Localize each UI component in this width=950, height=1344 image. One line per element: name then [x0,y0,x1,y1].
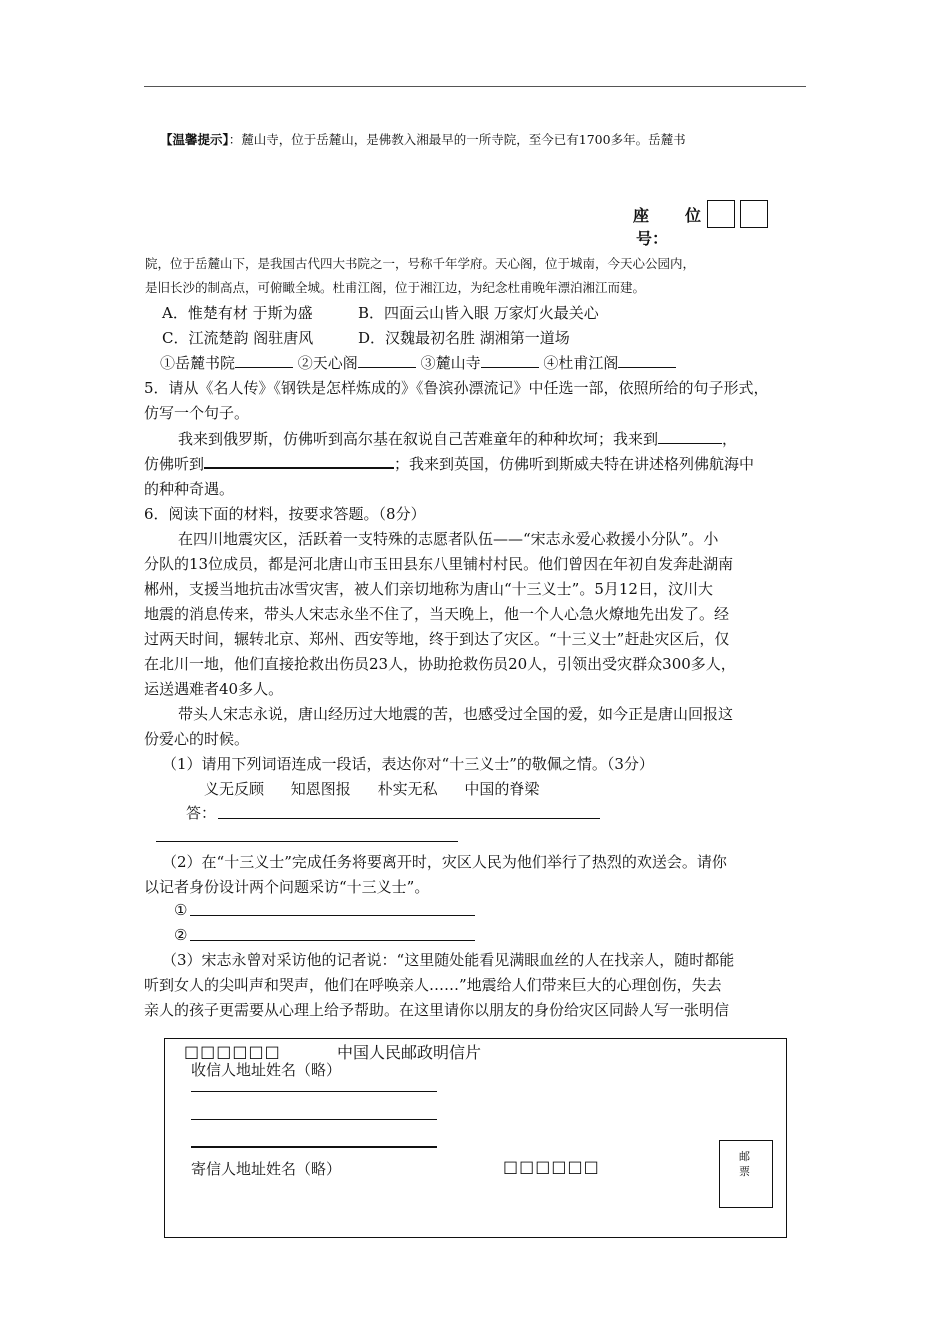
q6-sub-1: （1）请用下列词语连成一段话，表达你对“十三义士”的敬佩之情。（3分） [162,755,654,773]
stamp-box [719,1140,773,1208]
q5-line-4: 仿佛听到 ；我来到英国，仿佛听到斯威夫特在讲述格列佛航海中 [144,455,755,473]
postcard [164,1038,787,1238]
q5-line-2: 仿写一个句子。 [144,404,250,422]
recipient-line-1[interactable] [191,1091,437,1092]
place-4-blank[interactable] [618,366,676,368]
seat-label-wei: 位 [685,206,702,225]
word-3: 朴实无私 [377,780,438,798]
q5-line-3: 我来到俄罗斯，仿佛听到高尔基在叙说自己苦难童年的种种坎坷；我来到 ， [178,430,738,448]
tip-label: 【温馨提示】 [160,132,229,147]
tip-line-2: 院，位于岳麓山下，是我国古代四大书院之一，号称千年学府。天心阁，位于城南，今天心公园内， [145,256,696,271]
q6-sub-2-line-2: 以记者身份设计两个问题采访“十三义士”。 [144,878,430,896]
q6-p1-line-5: 过两天时间，辗转北京、郑州、西安等地，终于到达了灾区。“十三义士”赶赴灾区后，仅 [144,630,730,648]
place-3-blank[interactable] [481,366,539,368]
sender-label: 寄信人地址姓名（略） [191,1160,342,1178]
seat-box-1[interactable] [707,200,735,228]
option-c: C．江流楚韵 阁驻唐风 [162,329,314,347]
word-4: 中国的脊梁 [464,780,540,798]
q6-p1-line-1: 在四川地震灾区，活跃着一支特殊的志愿者队伍——“宋志永爱心救援小分队”。小 [178,530,719,548]
tip-line-1: 【温馨提示】：麓山寺，位于岳麓山，是佛教入湘最早的一所寺院，至今已有1700多年。岳麓书 [160,132,686,147]
place-2-blank[interactable] [358,366,416,368]
postcard-title: 中国人民邮政明信片 [337,1043,482,1062]
question-mark-1: ① [174,901,188,919]
q6-title: 6．阅读下面的材料，按要求答题。（8分） [144,505,426,523]
stamp-label: 邮票 [739,1150,750,1178]
q5-line-5: 的种种奇遇。 [144,480,235,498]
question-line-1[interactable] [190,915,475,916]
q6-p2-line-2: 份爱心的时候。 [144,730,250,748]
recipient-label: 收信人地址姓名（略） [191,1061,342,1079]
q6-words [204,778,539,799]
answer-line-2[interactable] [156,841,458,842]
seat-label-zuo: 座 [633,206,650,225]
q6-sub-2-line-1: （2）在“十三义士”完成任务将要离开时，灾区人民为他们举行了热烈的欢送会。请你 [162,853,727,871]
place-4: ④杜甫江阁 [543,354,619,372]
option-b: B．四面云山皆入眼 万家灯火最关心 [358,304,599,322]
q6-sub-3-line-1: （3）宋志永曾对采访他的记者说：“这里随处能看见满眼血丝的人在找亲人，随时都能 [162,951,735,969]
q6-p1-line-2: 分队的13位成员，都是河北唐山市玉田县东八里铺村村民。他们曾因在年初自发奔赴湖南 [144,555,734,573]
answer-label: 答： [186,804,217,822]
tip-line-3: 是旧长沙的制高点，可俯瞰全城。杜甫江阁，位于湘江边，为纪念杜甫晚年漂泊湘江而建。 [145,280,646,295]
question-mark-2: ② [174,926,188,944]
top-rule [144,86,806,87]
q6-p1-line-7: 运送遇难者40多人。 [144,680,284,698]
seat-box-2[interactable] [740,200,768,228]
q6-p2-line-1: 带头人宋志永说，唐山经历过大地震的苦，也感受过全国的爱，如今正是唐山回报这 [178,705,734,723]
answer-line-1[interactable] [218,818,600,819]
word-2: 知恩图报 [290,780,351,798]
place-2: ②天心阁 [297,354,358,372]
word-1: 义无反顾 [204,780,265,798]
seat-label-hao: 号： [636,229,669,248]
q6-p1-line-4: 地震的消息传来，带头人宋志永坐不住了，当天晚上，他一个人心急火燎地先出发了。经 [144,605,730,623]
place-1-blank[interactable] [235,366,293,368]
question-line-2[interactable] [190,940,475,941]
option-a: A．惟楚有材 于斯为盛 [162,304,313,322]
places-row [160,352,676,373]
q5-blank-1[interactable] [658,442,722,444]
sender-postcode-boxes: □□□□□□ [503,1157,600,1176]
q6-p1-line-3: 郴州，支援当地抗击冰雪灾害，被人们亲切地称为唐山“十三义士”。5月12日，汶川大 [144,580,713,598]
q6-sub-3-line-3: 亲人的孩子更需要从心理上给予帮助。在这里请你以朋友的身份给灾区同龄人写一张明信 [144,1001,730,1019]
postcode-boxes: □□□□□□ [184,1042,281,1061]
recipient-line-2[interactable] [191,1119,437,1120]
place-1: ①岳麓书院 [160,354,236,372]
q6-p1-line-6: 在北川一地，他们直接抢救出伤员23人，协助抢救伤员20人，引领出受灾群众300多人， [144,655,736,673]
q5-line-1: 5．请从《名人传》《钢铁是怎样炼成的》《鲁滨孙漂流记》中任选一部，依照所给的句子形式， [144,379,769,397]
recipient-line-3[interactable] [191,1146,437,1148]
option-d: D．汉魏最初名胜 湖湘第一道场 [358,329,570,347]
q5-blank-2[interactable] [204,466,394,469]
q6-sub-3-line-2: 听到女人的尖叫声和哭声，他们在呼唤亲人……”地震给人们带来巨大的心理创伤，失去 [144,976,722,994]
place-3: ③麓山寺 [420,354,481,372]
